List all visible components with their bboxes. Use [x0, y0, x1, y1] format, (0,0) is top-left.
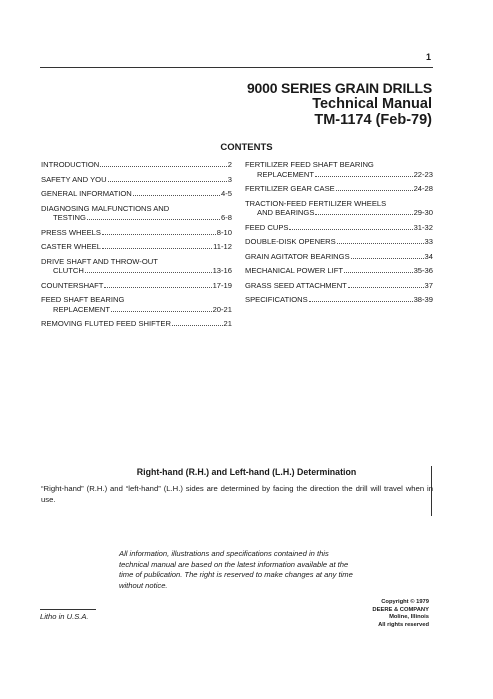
toc-entry-line: [245, 252, 433, 262]
contents-heading: CONTENTS: [220, 142, 273, 153]
toc-entry-pages: 31-32: [413, 222, 433, 232]
toc-leader-dots: [85, 266, 212, 273]
toc-entry: [41, 204, 232, 223]
toc-entry-label: DRIVE SHAFT AND THROW-OUT: [41, 256, 158, 266]
toc-entry-pages: 3: [227, 174, 232, 184]
toc-entry-label: FERTILIZER FEED SHAFT BEARING: [245, 160, 374, 169]
toc-entry-label: FEED SHAFT BEARING: [41, 295, 125, 304]
copyright-line-1: Copyright © 1979: [381, 599, 429, 605]
toc-entry: [41, 160, 232, 170]
toc-entry-line: [41, 266, 232, 276]
toc-leader-dots: [344, 266, 413, 273]
toc-entry-label: GRAIN AGITATOR BEARINGS: [245, 251, 350, 261]
toc-entry-label: TESTING: [53, 213, 86, 222]
toc-leader-dots: [133, 189, 220, 196]
toc-leader-dots: [315, 208, 412, 215]
toc-entry-pages: 13-16: [212, 266, 232, 275]
toc-entry: [41, 242, 232, 252]
header-rule: [40, 67, 433, 68]
toc-entry: [245, 199, 433, 218]
toc-entry-line: [245, 184, 433, 194]
toc-leader-dots: [104, 281, 211, 288]
toc-entry-line: [41, 189, 232, 199]
toc-entry-line: [245, 281, 433, 291]
copyright-line-4: All rights reserved: [378, 621, 429, 628]
page-number: 1: [425, 52, 431, 62]
toc-entry-label: INTRODUCTION: [41, 160, 100, 169]
toc-leader-dots: [309, 295, 413, 302]
title-line-2: Technical Manual: [312, 96, 432, 112]
toc-leader-dots: [102, 242, 212, 249]
toc-entry-pages: 11-12: [213, 242, 232, 251]
toc-entry-pages: 6-8: [221, 213, 232, 222]
toc-entry-label: GRASS SEED ATTACHMENT: [245, 280, 347, 290]
toc-entry-line: [245, 223, 433, 233]
toc-entry-line: [41, 242, 232, 252]
toc-entry-pages: 37: [424, 280, 433, 290]
toc-entry-pages: 20-21: [212, 304, 232, 314]
toc-leader-dots: [351, 252, 424, 259]
toc-entry-line: [245, 170, 433, 180]
toc-leader-dots: [336, 184, 413, 191]
copyright-line-3: Moline, Illinois: [389, 614, 429, 620]
toc-entry-pages: 17-19: [212, 280, 232, 290]
toc-entry-pages: 24-28: [413, 184, 433, 193]
toc-entry-line: [41, 175, 232, 185]
toc-entry: [245, 252, 433, 262]
toc-leader-dots: [108, 175, 227, 182]
litho-rule: [40, 609, 96, 610]
title-line-3: TM-1174 (Feb-79): [314, 112, 432, 128]
toc-leader-dots: [100, 160, 227, 167]
toc-leader-dots: [289, 223, 412, 230]
toc-entry: [245, 184, 433, 194]
toc-entry-label: PRESS WHEELS: [41, 227, 101, 237]
toc-entry-label: REMOVING FLUTED FEED SHIFTER: [41, 319, 171, 328]
toc-entry-line: [245, 266, 433, 276]
toc-entry-line: [41, 305, 232, 315]
toc-entry-line: [245, 208, 433, 218]
section-body: “Right-hand” (R.H.) and “left-hand” (L.H.) sides are determined by facing the direction the drill will travel when in use.: [41, 484, 433, 504]
toc-entry-line: [41, 319, 232, 329]
toc-entry: [41, 189, 232, 199]
toc-entry-pages: 35-36: [413, 266, 433, 275]
toc-entry-pages: 33: [424, 237, 433, 246]
toc-entry: [41, 257, 232, 276]
toc-entry-line: [41, 213, 232, 223]
toc-entry: [41, 319, 232, 329]
toc-entry-label: MECHANICAL POWER LIFT: [245, 266, 344, 275]
copyright-line-2: DEERE & COMPANY: [372, 606, 429, 613]
toc-entry-label: SPECIFICATIONS: [245, 295, 308, 304]
toc-entry-label: DOUBLE-DISK OPENERS: [245, 237, 336, 246]
toc-left-column: [41, 160, 232, 334]
toc-entry-label: FEED CUPS: [245, 222, 289, 232]
toc-entry-line: [41, 228, 232, 238]
toc-entry-line: [245, 295, 433, 305]
toc-leader-dots: [315, 170, 413, 177]
toc-entry: [41, 175, 232, 185]
toc-entry-pages: 4-5: [221, 189, 232, 198]
litho-text: Litho in U.S.A.: [40, 612, 89, 621]
toc-leader-dots: [172, 319, 223, 326]
toc-leader-dots: [87, 213, 220, 220]
toc-entry-line: [41, 160, 232, 170]
toc-right-column: [245, 160, 433, 310]
toc-entry-label: REPLACEMENT: [257, 169, 314, 179]
toc-entry-line: [245, 237, 433, 247]
toc-entry-label: FERTILIZER GEAR CASE: [245, 184, 335, 193]
toc-entry: [245, 295, 433, 305]
toc-entry-label: SAFETY AND YOU: [41, 174, 107, 184]
toc-leader-dots: [337, 237, 424, 244]
toc-leader-dots: [111, 305, 212, 312]
toc-entry-line: [41, 281, 232, 291]
toc-entry-label: COUNTERSHAFT: [41, 280, 104, 290]
notice-text: All information, illustrations and specifications contained in this technical manual are based on the latest information available at the time of publication. The right is reserved to make changes at any time without notice.: [119, 549, 353, 590]
toc-leader-dots: [348, 281, 424, 288]
toc-entry-label: AND BEARINGS: [257, 208, 315, 217]
section-heading: Right-hand (R.H.) and Left-hand (L.H.) Determination: [136, 467, 357, 477]
toc-entry: [245, 237, 433, 247]
toc-entry-pages: 38-39: [413, 295, 433, 304]
toc-entry: [245, 223, 433, 233]
toc-entry: [245, 266, 433, 276]
toc-leader-dots: [102, 228, 216, 235]
toc-entry-pages: 21: [223, 319, 232, 328]
toc-entry: [41, 228, 232, 238]
title-line-1: 9000 SERIES GRAIN DRILLS: [246, 80, 432, 96]
title-block: [247, 80, 432, 128]
toc-entry-label: CLUTCH: [53, 266, 84, 275]
toc-entry: [41, 295, 232, 314]
toc-entry-label: CASTER WHEEL: [41, 242, 101, 251]
toc-entry: [245, 160, 433, 179]
toc-entry-label: DIAGNOSING MALFUNCTIONS AND: [41, 203, 170, 213]
copyright-block: [372, 599, 429, 629]
toc-entry-label: GENERAL INFORMATION: [41, 189, 132, 198]
toc-entry-pages: 22-23: [413, 169, 433, 179]
toc-entry: [245, 281, 433, 291]
toc-entry-pages: 8-10: [216, 227, 232, 237]
toc-entry-pages: 34: [424, 251, 433, 261]
toc-entry-label: REPLACEMENT: [53, 304, 110, 314]
toc-entry-label: TRACTION-FEED FERTILIZER WHEELS: [245, 198, 387, 208]
toc-entry: [41, 281, 232, 291]
toc-entry-pages: 2: [227, 160, 232, 169]
toc-entry-pages: 29-30: [413, 208, 433, 217]
